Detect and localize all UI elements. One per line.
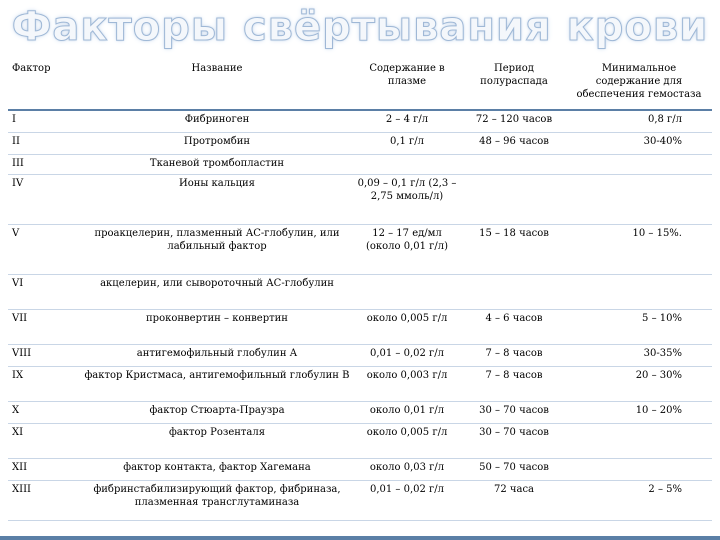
- factor-name: фактор Стюарта-Праузра: [149, 404, 285, 416]
- factor-name: фибринстабилизирующий фактор, фибриназа, плазменная трансглутаминаза: [93, 483, 341, 508]
- plasma-content: около 0,005 г/л: [366, 312, 448, 324]
- half-life: 30 – 70 часов: [479, 426, 549, 438]
- min-content: 20 – 30%: [635, 369, 682, 381]
- factor-name: Тканевой тромбопластин: [149, 157, 285, 169]
- half-life: 48 – 96 часов: [479, 135, 549, 147]
- table-row: [8, 132, 712, 154]
- min-content: 30-40%: [643, 135, 682, 147]
- factor-number: VI: [12, 277, 24, 289]
- factor-number: XI: [12, 426, 24, 438]
- factor-number: IX: [12, 369, 24, 381]
- table-row: [8, 174, 712, 224]
- table-row: [8, 401, 712, 423]
- min-content: [566, 274, 712, 309]
- plasma-content: 0,1 г/л: [389, 135, 425, 147]
- factor-number: VIII: [12, 347, 32, 359]
- factor-number: VII: [12, 312, 28, 324]
- half-life: 7 – 8 часов: [485, 347, 543, 359]
- plasma-content: 12 – 17 ед/мл (около 0,01 г/л): [365, 227, 449, 252]
- table-row: [8, 458, 712, 480]
- factor-number: III: [12, 157, 24, 169]
- table-header-row: [8, 60, 712, 110]
- min-content: [566, 154, 712, 174]
- factor-name: Фибриноген: [184, 114, 250, 125]
- factor-name: антигемофильный глобулин А: [136, 347, 298, 359]
- half-life: [462, 174, 566, 224]
- plasma-content: около 0,005 г/л: [366, 426, 448, 438]
- plasma-content: 0,01 – 0,02 г/л: [369, 347, 445, 359]
- min-content: 30-35%: [643, 347, 682, 359]
- min-content: 2 – 5%: [648, 483, 682, 495]
- factor-number: II: [12, 135, 20, 147]
- header-half-life: Период полураспада: [462, 60, 566, 110]
- half-life: 4 – 6 часов: [485, 312, 543, 324]
- factor-number: IV: [12, 177, 24, 189]
- factor-number: XIII: [12, 483, 31, 495]
- table-row: [8, 309, 712, 344]
- factor-name: проконвертин – конвертин: [146, 312, 288, 324]
- factor-name: проакцелерин, плазменный АС-глобулин, или лабильный фактор: [94, 227, 340, 252]
- factor-name: Протромбин: [183, 135, 251, 147]
- coagulation-factors-table: [8, 60, 712, 521]
- table-row: [8, 274, 712, 309]
- table-row: [8, 110, 712, 132]
- factor-name: фактор Кристмаса, антигемофильный глобулин В: [84, 369, 350, 381]
- factor-number: X: [12, 404, 20, 416]
- half-life: [462, 154, 566, 174]
- min-content: [566, 458, 712, 480]
- factor-number: XII: [12, 461, 28, 473]
- min-content: 0,8 г/л: [647, 114, 682, 125]
- table-row: [8, 344, 712, 366]
- half-life: [462, 274, 566, 309]
- plasma-content: около 0,003 г/л: [366, 369, 448, 381]
- half-life: 30 – 70 часов: [479, 404, 549, 416]
- table-row: [8, 366, 712, 401]
- plasma-content: [352, 274, 462, 309]
- min-content: 10 – 20%: [635, 404, 682, 416]
- header-min-content: Минимальное содержание для обеспечения гемостаза: [566, 60, 712, 110]
- table-row: [8, 154, 712, 174]
- plasma-content: около 0,01 г/л: [369, 404, 445, 416]
- table-row: [8, 224, 712, 274]
- factor-name: акцелерин, или сывороточный АС-глобулин: [100, 277, 334, 289]
- min-content: [566, 174, 712, 224]
- half-life: 50 – 70 часов: [479, 461, 549, 473]
- header-factor: Фактор: [8, 60, 82, 110]
- half-life: 72 – 120 часов: [475, 114, 553, 125]
- factor-number: V: [12, 227, 20, 239]
- min-content: 5 – 10%: [642, 312, 682, 324]
- factor-number: I: [12, 114, 16, 125]
- half-life: 7 – 8 часов: [485, 369, 543, 381]
- half-life: 72 часа: [493, 483, 535, 495]
- bottom-divider: [0, 536, 720, 540]
- page-title: Факторы свёртывания крови: [11, 4, 709, 50]
- plasma-content: около 0,03 г/л: [369, 461, 445, 473]
- plasma-content: 2 – 4 г/л: [385, 114, 429, 125]
- plasma-content: [352, 154, 462, 174]
- min-content: [566, 423, 712, 458]
- plasma-content: 0,09 – 0,1 г/л (2,3 – 2,75 ммоль/л): [357, 177, 457, 202]
- factor-name: фактор Розенталя: [168, 426, 266, 438]
- table-row: [8, 480, 712, 520]
- table-row: [8, 423, 712, 458]
- header-plasma-content: Содержание в плазме: [352, 60, 462, 110]
- plasma-content: 0,01 – 0,02 г/л: [369, 483, 445, 495]
- half-life: 15 – 18 часов: [479, 227, 549, 239]
- factor-name: Ионы кальция: [179, 177, 255, 189]
- factor-name: фактор контакта, фактор Хагемана: [123, 461, 311, 473]
- header-name: Название: [82, 60, 352, 110]
- min-content: 10 – 15%.: [632, 227, 682, 239]
